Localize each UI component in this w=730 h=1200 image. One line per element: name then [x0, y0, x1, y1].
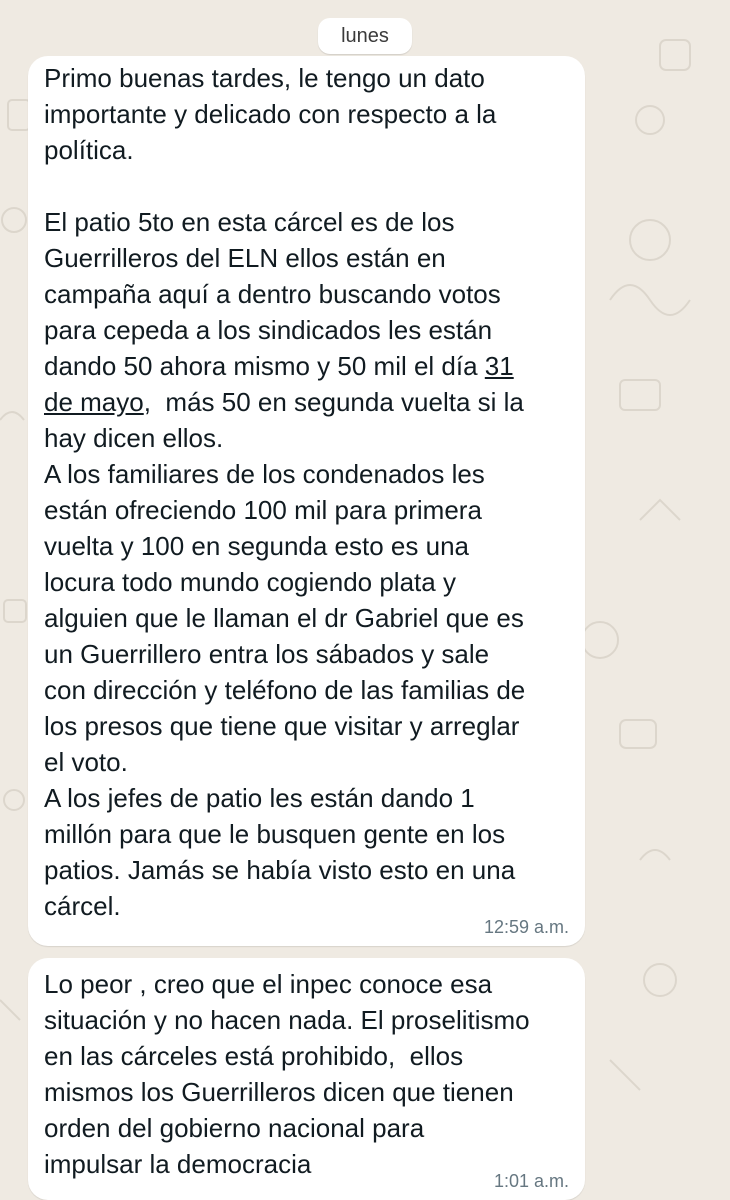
- message-bubble-1[interactable]: [28, 56, 585, 946]
- date-link-de-mayo[interactable]: de mayo: [44, 387, 144, 417]
- date-separator: lunes: [318, 18, 412, 54]
- message-timestamp-1: 12:59 a.m.: [483, 917, 569, 937]
- message-text-2: Lo peor , creo que el inpec conoce esa situación y no hacen nada. El proselitismo en las cárceles está prohibido, ellos mismos los Guerrilleros dicen que tienen orden del gobierno nacional para impulsar la democracia: [44, 969, 530, 1179]
- message-timestamp-2: 1:01 a.m.: [493, 1171, 569, 1191]
- message-text-1: Primo buenas tardes, le tengo un dato importante y delicado con respecto a la política. El patio 5to en esta cárcel es de los Guerrilleros del ELN ellos están en campaña aquí a dentro buscando votos para cepeda a los sindicados les están dando 50 ahora mismo y 50 mil el día 31 de mayo, más 50 en segunda vuelta si la hay dicen ellos. A los familiares de los condenados les están ofreciendo 100 mil para primera vuelta y 100 en segunda esto es una locura todo mundo cogiendo plata y alguien que le llaman el dr Gabriel que es un Guerrillero entra los sábados y sale con dirección y teléfono de las familias de los presos que tiene que visitar y arreglar el voto. A los jefes de patio les están dando 1 millón para que le busquen gente en los patios. Jamás se había visto esto en una cárcel.: [44, 63, 526, 921]
- date-link-31[interactable]: 31: [484, 351, 514, 381]
- message-bubble-2[interactable]: [28, 958, 585, 1200]
